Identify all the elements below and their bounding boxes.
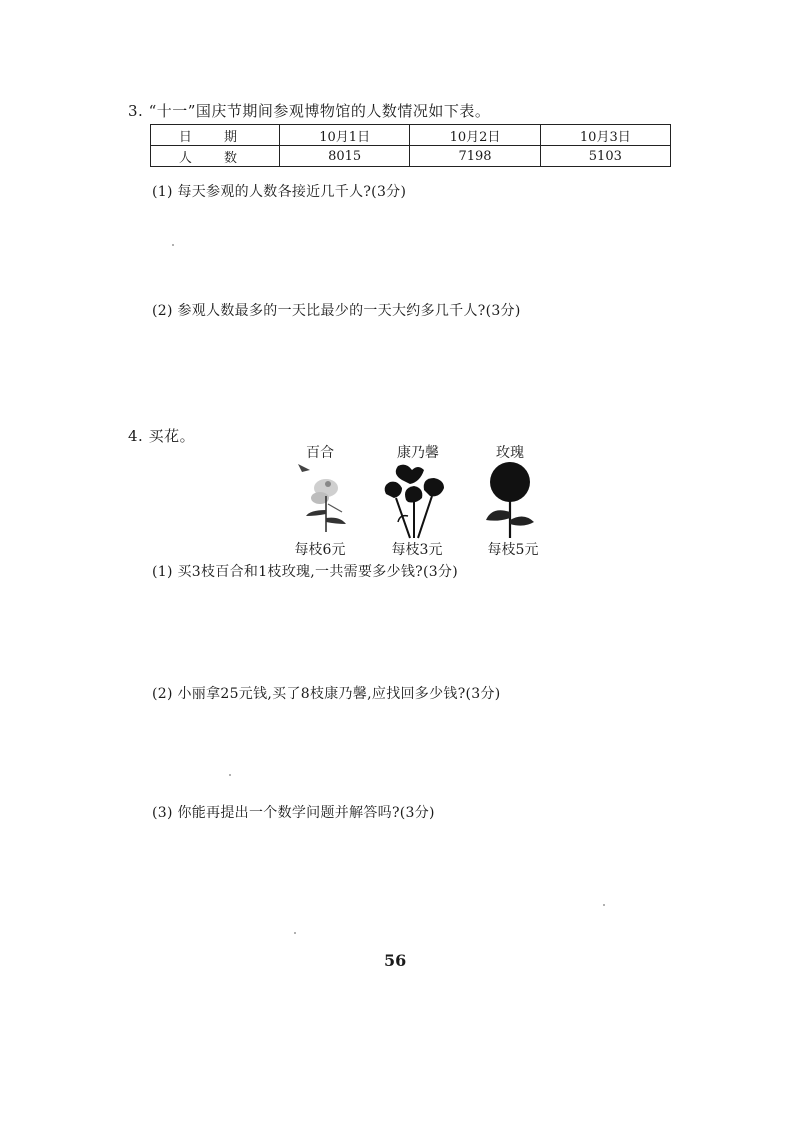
question-4-title: 4. 买花。 (128, 427, 196, 445)
count-cell: 8015 (280, 146, 410, 167)
question-4-part-3: (3) 你能再提出一个数学问题并解答吗?(3分) (152, 805, 435, 821)
question-4-part-1: (1) 买3枝百合和1枝玫瑰,一共需要多少钱?(3分) (152, 564, 458, 580)
question-3-title: 3. “十一”国庆节期间参观博物馆的人数情况如下表。 (128, 102, 491, 120)
table-row (151, 125, 671, 146)
rose-flower-icon (480, 460, 540, 540)
question-4-part-2: (2) 小丽拿25元钱,买了8枝康乃馨,应找回多少钱?(3分) (152, 686, 501, 702)
date-cell: 10月1日 (280, 125, 410, 146)
lily-flower-icon (290, 460, 360, 538)
rose-price: 每枝5元 (487, 542, 539, 558)
carnation-price: 每枝3元 (391, 542, 443, 558)
row-header-count: 人 数 (151, 146, 280, 167)
scan-speck (294, 932, 296, 934)
scan-speck (603, 904, 605, 906)
flower-name-carnation: 康乃馨 (397, 445, 439, 461)
flower-name-rose: 玫瑰 (496, 445, 524, 461)
table-row (151, 146, 671, 167)
scan-speck (229, 774, 231, 776)
date-cell: 10月3日 (540, 125, 670, 146)
visitor-table (150, 124, 671, 167)
question-3-part-1: (1) 每天参观的人数各接近几千人?(3分) (152, 184, 407, 200)
lily-price: 每枝6元 (294, 542, 346, 558)
scan-speck (172, 244, 174, 246)
question-3-part-2: (2) 参观人数最多的一天比最少的一天大约多几千人?(3分) (152, 303, 521, 319)
flower-name-lily: 百合 (306, 445, 334, 461)
row-header-date: 日 期 (151, 125, 280, 146)
count-cell: 7198 (410, 146, 540, 167)
carnation-flower-icon (380, 460, 452, 540)
date-cell: 10月2日 (410, 125, 540, 146)
page-number: 56 (384, 951, 407, 970)
count-cell: 5103 (540, 146, 670, 167)
